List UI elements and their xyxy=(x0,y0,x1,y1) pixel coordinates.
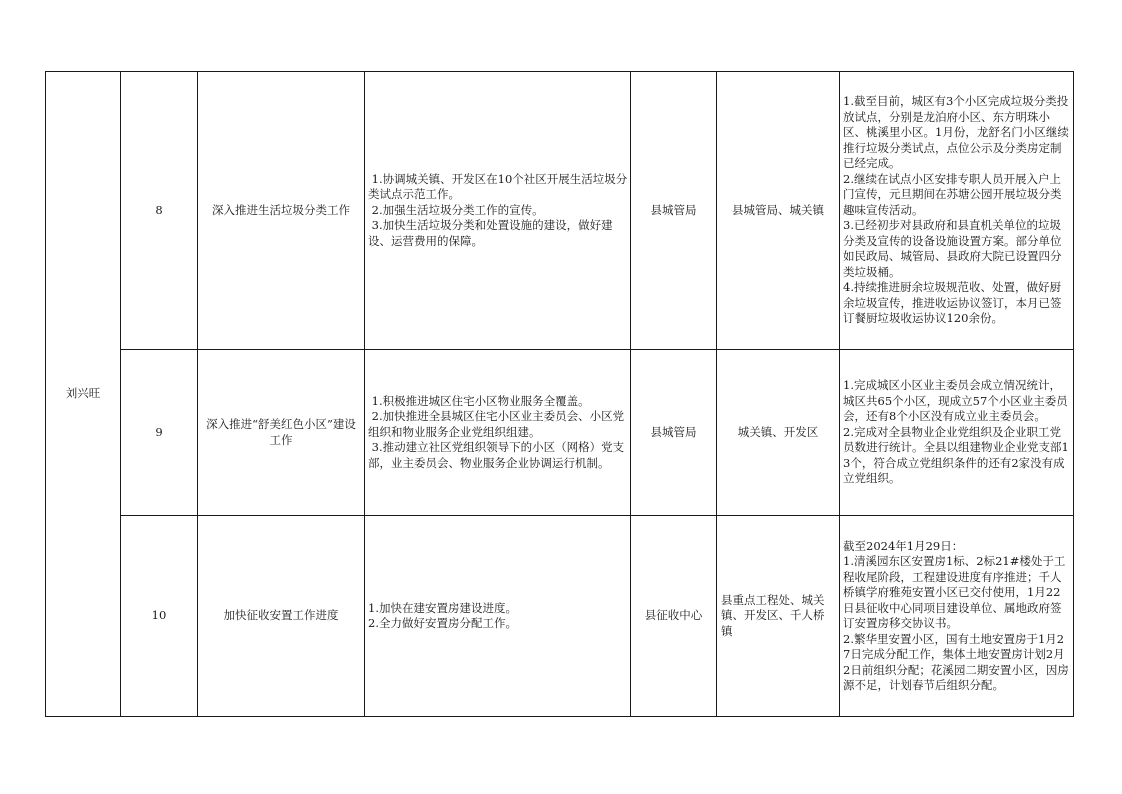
progress-cell xyxy=(840,516,1074,717)
responsible-units: 县城管局、城关镇 xyxy=(717,72,840,350)
row-number: 9 xyxy=(121,350,198,516)
requirement-item: 3.加快生活垃圾分类和处置设施的建设，做好建设、运营费用的保障。 xyxy=(368,218,613,248)
requirement-item: 2.加强生活垃圾分类工作的宣传。 xyxy=(368,202,544,217)
lead-unit: 县征收中心 xyxy=(631,516,717,717)
progress-item: 4.持续推进厨余垃圾规范收、处置，做好厨余垃圾宣传，推进收运协议签订，本月已签订餐厨垃圾收运协议120余份。 xyxy=(843,280,1062,326)
requirements-cell xyxy=(365,516,631,717)
work-progress-table xyxy=(45,71,1074,717)
progress-item: 2.继续在试点小区安排专职人员开展入户上门宣传，元旦期间在苏塘公园开展垃圾分类趣味宣传活动。 xyxy=(843,171,1062,217)
requirement-item: 1.加快在建安置房建设进度。 xyxy=(368,600,517,615)
requirement-item: 1.协调城关镇、开发区在10个社区开展生活垃圾分类试点示范工作。 xyxy=(368,171,628,202)
responsible-units: 城关镇、开发区 xyxy=(717,350,840,516)
leader-name: 刘兴旺 xyxy=(65,386,101,401)
requirement-item: 1.积极推进城区住宅小区物业服务全覆盖。 xyxy=(368,393,590,408)
row-number: 8 xyxy=(121,72,198,350)
progress-item: 1.完成城区小区业主委员会成立情况统计，城区共65个小区，现成立57个小区业主委员会，还有8个小区没有成立业主委员会。 xyxy=(843,378,1068,424)
progress-cell xyxy=(840,350,1074,516)
requirement-item: 3.推动建立社区党组织领导下的小区（网格）党支部，业主委员会、物业服务企业协调运行机制。 xyxy=(368,440,625,470)
requirement-item: 2.全力做好安置房分配工作。 xyxy=(368,616,517,630)
table-row xyxy=(46,516,1074,717)
requirements-cell xyxy=(365,350,631,516)
requirements-cell xyxy=(365,72,631,350)
requirement-item: 2.加快推进全县城区住宅小区业主委员会、小区党组织和物业服务企业党组织组建。 xyxy=(368,409,625,439)
progress-item: 3.已经初步对县政府和县直机关单位的垃圾分类及宣传的设备设施设置方案。部分单位如民政局、城管局、县政府大院已设置四分类垃圾桶。 xyxy=(843,218,1062,279)
progress-item: 2.繁华里安置小区，国有土地安置房于1月27日完成分配工作，集体土地安置房计划2月2日前组织分配；花溪园二期安置小区，因房源不足，计划春节后组织分配。 xyxy=(843,631,1069,692)
task-name: 深入推进“舒美红色小区”建设工作 xyxy=(198,350,365,516)
table-row xyxy=(46,72,1074,350)
progress-item: 1.截至目前，城区有3个小区完成垃圾分类投放试点，分别是龙泊府小区、东方明珠小区、桃溪里小区。1月份，龙舒名门小区继续推行垃圾分类试点，点位公示及分类房定制已经完成。 xyxy=(843,94,1069,171)
leader-cell xyxy=(46,72,121,717)
lead-unit: 县城管局 xyxy=(631,350,717,516)
progress-item: 截至2024年1月29日： xyxy=(843,538,964,553)
responsible-units: 县重点工程处、城关镇、开发区、千人桥镇 xyxy=(717,516,840,717)
row-number: 10 xyxy=(121,516,198,717)
progress-cell xyxy=(840,72,1074,350)
progress-item: 1.清溪园东区安置房1标、2标21#楼处于工程收尾阶段，工程建设进度有序推进；千人桥镇学府雅苑安置小区已交付使用，1月22日县征收中心同项目建设单位、属地政府签订安置房移交协议书。 xyxy=(843,554,1066,630)
progress-item: 2.完成对全县物业企业党组织及企业职工党员数进行统计。全县以组建物业企业党支部13个，符合成立党组织条件的还有2家没有成立党组织。 xyxy=(843,424,1069,486)
table-row xyxy=(46,350,1074,516)
task-name: 深入推进生活垃圾分类工作 xyxy=(198,72,365,350)
task-name: 加快征收安置工作进度 xyxy=(198,516,365,717)
lead-unit: 县城管局 xyxy=(631,72,717,350)
